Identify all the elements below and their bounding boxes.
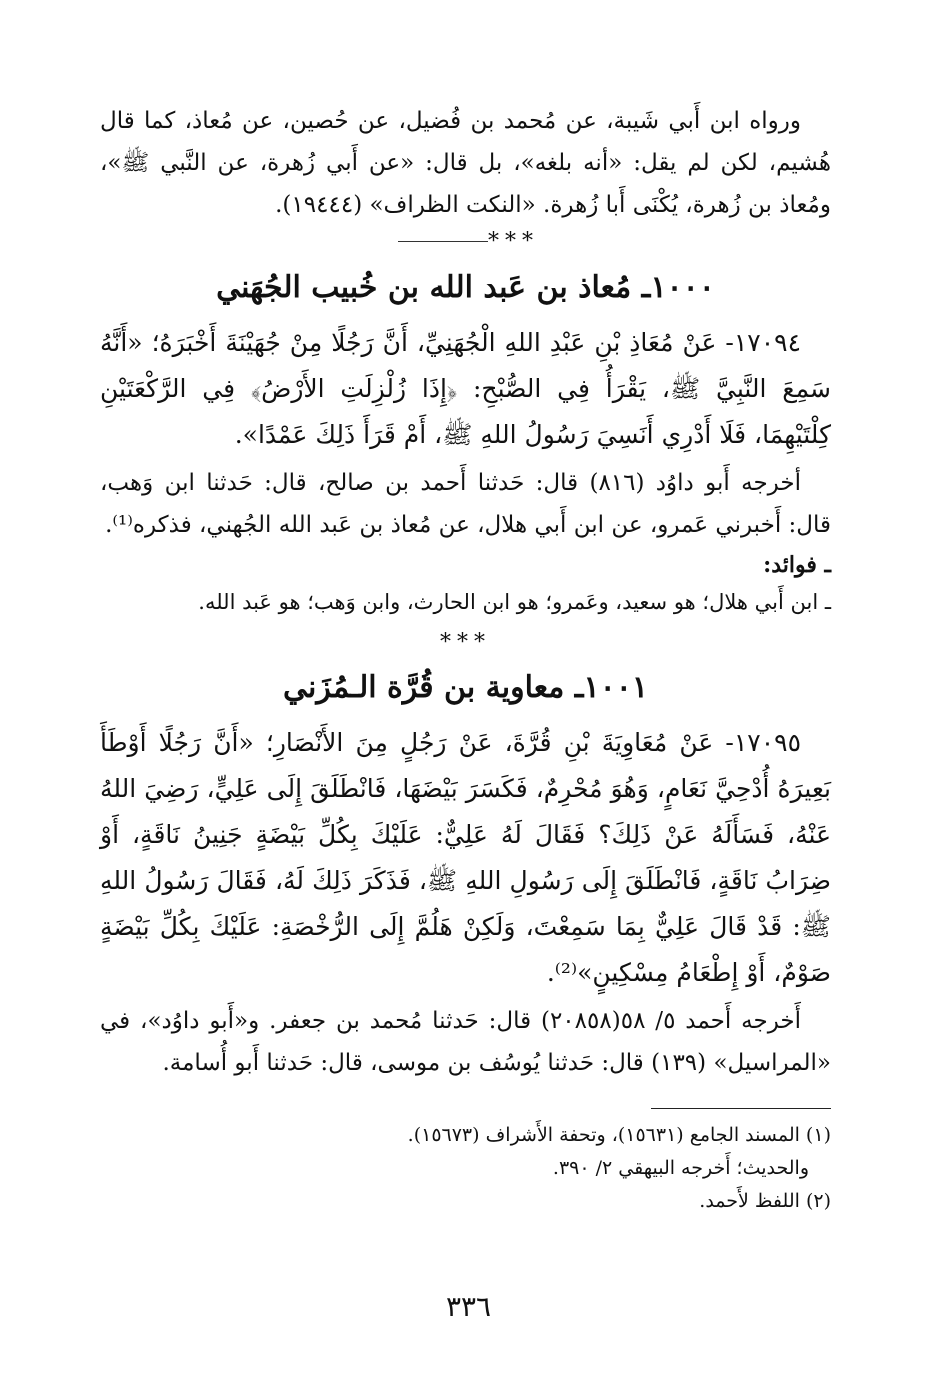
hadith-17094: ١٧٠٩٤- عَنْ مُعَاذِ بْنِ عَبْدِ اللهِ الْجُهَنِيِّ، أَنَّ رَجُلًا مِنْ جُهَيْنَةَ أَخْبَرَهُ؛ «أَنَّهُ سَمِعَ النَّبِيَّ ﷺ، يَقْرَأُ فِي الصُّبْحِ: ﴿إِذَا زُلْزِلَتِ الأَرْضُ﴾ فِي الرَّكْعَتَيْنِ كِلْتَيْهِمَا، فَلَا أَدْرِي أَنَسِيَ رَسُولُ اللهِ ﷺ، أَمْ قَرَأَ ذَلِكَ عَمْدًا». xyxy=(100,328,831,449)
footnote-1-cont: والحديث؛ أَخرجه البيهقي ٢/ ٣٩٠. xyxy=(552,1157,809,1179)
hadith-17095: ١٧٠٩٥- عَنْ مُعَاوِيَةَ بْنِ قُرَّةَ، عَنْ رَجُلٍ مِنَ الأَنْصَارِ؛ «أَنَّ رَجُلًا أَوْطَأَ بَعِيرَهُ أُدْحِيَّ نَعَامٍ، وَهُوَ مُحْرِمٌ، فَكَسَرَ بَيْضَهَا، فَانْطَلَقَ إِلَى عَلِيٍّ، رَضِيَ اللهُ عَنْهُ، فَسَأَلَهُ عَنْ ذَلِكَ؟ فَقَالَ لَهُ عَلِيٌّ: عَلَيْكَ بِكُلِّ بَيْضَةٍ جَنِينُ نَاقَةٍ، أَوْ ضِرَابُ نَاقَةٍ، فَانْطَلَقَ إِلَى رَسُولِ اللهِ ﷺ، فَذَكَرَ ذَلِكَ لَهُ، فَقَالَ رَسُولُ اللهِ ﷺ: قَدْ قَالَ عَلِيٌّ بِمَا سَمِعْتَ، وَلَكِنْ هَلُمَّ إِلَى الرُّخْصَةِ: عَلَيْكَ بِكُلِّ بَيْضَةٍ صَوْمٌ، أَوْ إِطْعَامُ مِسْكِينٍ»⁽²⁾. xyxy=(100,728,831,987)
takhrij-17094: أخرجه أَبو داوُد (٨١٦) قال: حَدثنا أَحمد بن صالح، قال: حَدثنا ابن وَهب، قال: أَخبرني عَمرو، عن ابن أَبي هلال، عن مُعاذ بن عَبد الله الجُهني، فذكره⁽¹⁾. xyxy=(100,470,831,538)
page-number: ٣٣٦ xyxy=(445,1290,492,1323)
fawaid-label: ـ فوائد: xyxy=(763,552,831,578)
intro-paragraph: ورواه ابن أَبي شَيبة، عن مُحمد بن فُضيل، عن حُصين، عن مُعاذ، كما قال هُشيم، لكن لم يقل: «أنه بلغه»، بل قال: «عن أَبي زُهرة، عن النَّبي ﷺ»، ومُعاذ بن زُهرة، يُكْنَى أَبا زُهرة. «النكت الظراف» (١٩٤٤٤). xyxy=(100,108,831,218)
section-1000-heading: ١٠٠٠ـ مُعاذ بن عَبد الله بن خُبيب الجُهَني xyxy=(216,270,715,305)
footnote-separator xyxy=(651,1108,831,1109)
footnote-2: (٢) اللفظ لأَحمد. xyxy=(699,1190,831,1212)
takhrij-17095: أَخرجه أَحمد ٥/ ٥٨(٢٠٨٥٨) قال: حَدثنا مُحمد بن جعفر. و«أَبو داوُد»، في «المراسيل» (١٣٩) قال: حَدثنا يُوسُف بن موسى، قال: حَدثنا أَبو أُسامة. xyxy=(100,1008,831,1076)
section-1001-heading: ١٠٠١ـ معاوية بن قُرَّة الـمُزَني xyxy=(283,670,648,705)
separator-stars: *** xyxy=(488,228,539,254)
page-body xyxy=(100,100,831,1218)
separator xyxy=(100,226,831,256)
footnote-1: (١) المسند الجامع (١٥٦٣١)، وتحفة الأَشراف (١٥٦٧٣). xyxy=(407,1124,831,1146)
separator-line xyxy=(398,241,488,242)
separator-stars-2: *** xyxy=(440,630,491,655)
fawaid-text: ـ ابن أَبي هلال؛ هو سعيد، وعَمرو؛ هو ابن الحارث، وابن وَهب؛ هو عَبد الله. xyxy=(198,590,831,614)
